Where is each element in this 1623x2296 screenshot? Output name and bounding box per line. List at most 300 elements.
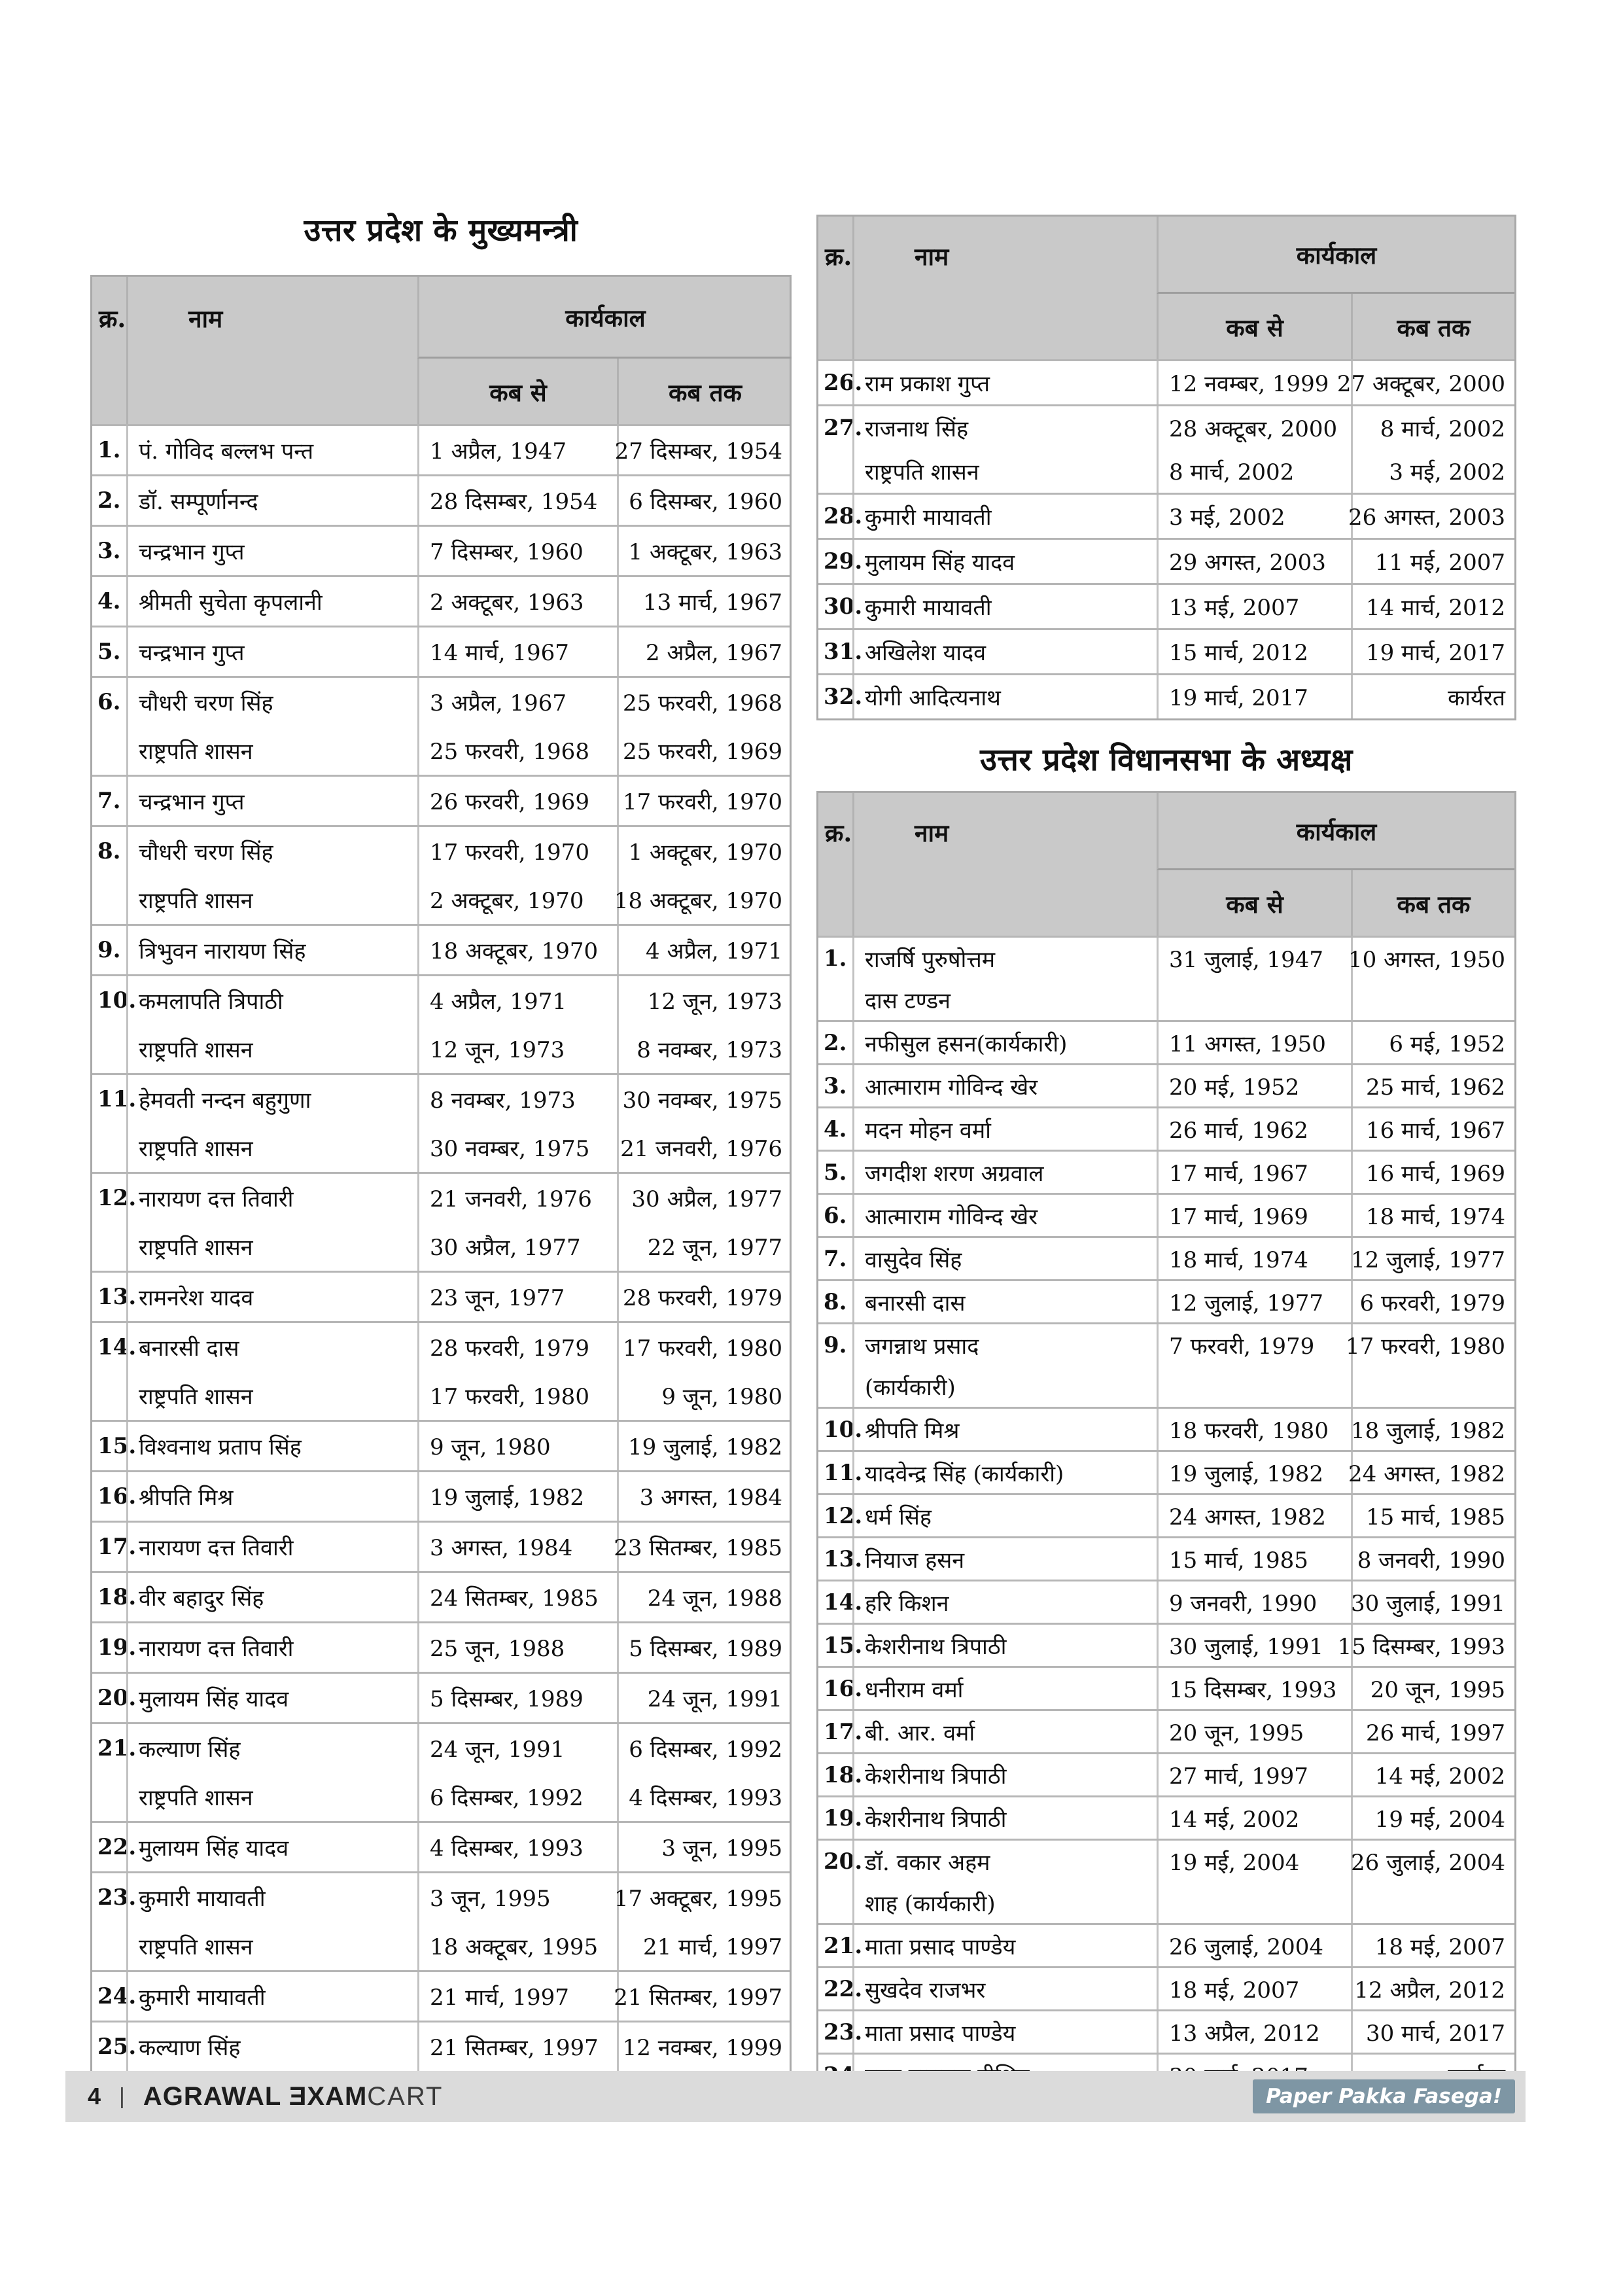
cell-to-date	[1351, 630, 1514, 673]
cell-to-date-line: 3 अगस्त, 1984	[639, 1485, 782, 1511]
cell-from-date	[1157, 585, 1351, 628]
cell-serial	[818, 1538, 863, 1580]
cell-to-date-line: 6 दिसम्बर, 1992	[629, 1737, 782, 1763]
cell-serial	[818, 406, 863, 493]
table-row	[818, 359, 1514, 404]
table-row	[92, 676, 790, 775]
cell-name	[126, 1823, 417, 1871]
speakers-table-body	[818, 936, 1514, 2096]
footer-bar	[65, 2071, 1526, 2122]
cell-from-date-line: 29 अगस्त, 2003	[1169, 550, 1326, 576]
cell-serial	[818, 1324, 852, 1407]
cell-from-date-line: 25 फरवरी, 1968	[430, 739, 589, 765]
cell-serial	[818, 1152, 852, 1193]
cell-to-date	[617, 926, 792, 974]
cell-name-line: सुखदेव राजभर	[865, 1977, 986, 2004]
cell-name-line: चन्द्रभान गुप्त	[139, 640, 245, 666]
cell-serial-line: 17.	[97, 1534, 137, 1560]
cell-to-date-line: 10 अगस्त, 1950	[1348, 946, 1505, 973]
cell-from-date-line: 11 अगस्त, 1950	[1169, 1031, 1326, 1057]
cell-to-date-line: 12 जुलाई, 1977	[1351, 1246, 1505, 1273]
cell-name	[852, 406, 1157, 493]
cell-to-date-line: 2 अप्रैल, 1967	[646, 640, 782, 666]
cell-serial	[92, 1174, 137, 1271]
cell-serial-line: 14.	[824, 1589, 863, 1616]
cell-to-date-line: 23 सितम्बर, 1985	[614, 1535, 782, 1561]
cell-to-date	[617, 1674, 792, 1722]
cell-from-date	[417, 476, 617, 525]
cell-to-date-line: 25 मार्च, 1962	[1366, 1074, 1505, 1101]
cell-from-date	[1157, 1281, 1351, 1322]
cell-name-line: माता प्रसाद पाण्डेय	[865, 1934, 1016, 1960]
cell-to-date	[1351, 1797, 1514, 1839]
cell-from-date-line: 13 मई, 2007	[1169, 595, 1300, 621]
cell-serial-line: 24.	[97, 1983, 137, 2009]
cell-serial-line: 18.	[824, 1761, 863, 1788]
cell-serial	[92, 527, 126, 575]
cell-name-line: राजर्षि पुरुषोत्तम	[865, 946, 996, 973]
cell-to-date	[1351, 1022, 1514, 1063]
cell-serial	[92, 1573, 137, 1621]
cell-name	[126, 777, 417, 825]
cell-to-date	[1346, 1324, 1514, 1407]
cell-to-date	[617, 476, 792, 525]
cell-serial	[818, 1581, 863, 1623]
cell-serial	[818, 1968, 863, 2009]
cell-from-date-line: 23 जून, 1977	[430, 1285, 565, 1311]
cell-from-date	[417, 1472, 617, 1521]
cell-to-date	[617, 1075, 792, 1172]
cell-name	[852, 1152, 1157, 1193]
cell-from-date-line: 18 फरवरी, 1980	[1169, 1417, 1329, 1444]
table-row	[818, 1193, 1514, 1236]
cell-serial	[818, 361, 863, 404]
cell-to-date	[1351, 540, 1514, 583]
table-row	[818, 1106, 1514, 1150]
cell-serial-line: 13.	[97, 1284, 137, 1310]
cell-serial-line: 4.	[97, 588, 121, 614]
cell-name-line: आत्माराम गोविन्द खेर	[865, 1203, 1038, 1230]
cell-from-date	[417, 1972, 617, 2021]
cell-from-date	[1157, 630, 1351, 673]
cell-name-line: केशरीनाथ त्रिपाठी	[865, 1806, 1007, 1833]
cell-name-line: केशरीनाथ त्रिपाठी	[865, 1763, 1007, 1790]
table-row	[818, 1493, 1514, 1536]
cell-name	[126, 976, 417, 1073]
table-row	[818, 1236, 1514, 1279]
cell-from-date-line: 26 मार्च, 1962	[1169, 1117, 1308, 1144]
table-row	[818, 1795, 1514, 1839]
cell-to-date	[1337, 1625, 1514, 1666]
cell-to-date-line: 27 दिसम्बर, 1954	[614, 438, 782, 465]
cell-to-date-line: 17 फरवरी, 1970	[623, 789, 782, 815]
cell-serial-line: 32.	[824, 684, 863, 710]
cell-serial-line: 6.	[824, 1202, 847, 1229]
cell-to-date-line: 17 अक्टूबर, 1995	[614, 1886, 782, 1912]
cell-to-date	[1351, 2011, 1514, 2053]
cell-from-date-line: 17 मार्च, 1969	[1169, 1203, 1308, 1230]
cell-name-line: कुमारी मायावती	[139, 1886, 266, 1912]
cell-to-date-line: 26 अगस्त, 2003	[1348, 504, 1505, 531]
cell-to-date-line: 1 अक्टूबर, 1963	[628, 539, 782, 565]
cell-to-date-line: 15 मार्च, 1985	[1366, 1504, 1505, 1530]
cell-to-date-line: 24 जून, 1988	[647, 1585, 782, 1612]
cell-from-date	[1157, 1668, 1351, 1709]
cell-serial-line: 27.	[824, 415, 863, 441]
speakers-table	[816, 791, 1516, 2098]
cell-from-date	[1157, 1625, 1351, 1666]
cell-name-line: श्रीमती सुचेता कृपलानी	[139, 590, 323, 616]
cell-name-line: राष्ट्रपति शासन	[139, 1136, 253, 1162]
cell-name-line: माता प्रसाद पाण्डेय	[865, 2020, 1016, 2047]
cell-serial	[92, 1823, 137, 1871]
table-row	[92, 1621, 790, 1672]
cell-from-date	[1157, 1108, 1351, 1150]
cell-serial-line: 12.	[824, 1502, 863, 1529]
cell-name	[852, 1495, 1157, 1536]
cell-from-date	[1157, 675, 1351, 718]
cell-to-date	[1351, 1409, 1514, 1450]
cell-from-date	[417, 2022, 617, 2071]
cell-serial-line: 25.	[97, 2034, 137, 2060]
cell-from-date-line: 14 मई, 2002	[1169, 1806, 1300, 1833]
cell-to-date	[617, 1273, 792, 1321]
cell-from-date-line: 8 मार्च, 2002	[1169, 459, 1295, 486]
cell-name	[126, 426, 417, 474]
cell-serial-line: 12.	[97, 1185, 137, 1211]
cell-from-date	[1157, 1925, 1351, 1966]
cell-serial-line: 30.	[824, 593, 863, 620]
cell-serial-line: 17.	[824, 1718, 863, 1745]
cell-from-date	[1157, 1195, 1351, 1236]
cell-from-date-line: 3 मई, 2002	[1169, 504, 1285, 531]
cm-table-right-header	[818, 217, 1514, 359]
cell-from-date-line: 17 मार्च, 1967	[1169, 1160, 1308, 1187]
cell-name	[852, 1022, 1157, 1063]
cell-to-date	[614, 1873, 792, 1970]
cell-serial-line: 19.	[824, 1805, 863, 1831]
cell-from-date-line: 2 अक्टूबर, 1963	[430, 590, 584, 616]
cell-to-date-line: 6 फरवरी, 1979	[1359, 1290, 1505, 1316]
cell-name	[852, 1581, 1157, 1623]
cell-from-date	[1157, 938, 1351, 1020]
cell-serial-line: 8.	[97, 838, 121, 864]
cell-to-date	[614, 827, 792, 924]
cell-name-line: बी. आर. वर्मा	[865, 1720, 975, 1746]
cell-to-date	[1351, 1065, 1514, 1106]
cell-to-date-line: 20 जून, 1995	[1370, 1676, 1505, 1703]
cell-serial-line: 2.	[97, 487, 121, 514]
cell-name	[852, 1281, 1157, 1322]
cell-name	[126, 1523, 417, 1571]
cell-from-date	[417, 678, 617, 775]
cell-name	[852, 1452, 1157, 1493]
cell-from-date	[1157, 1065, 1351, 1106]
cell-to-date-line: 8 जनवरी, 1990	[1357, 1547, 1505, 1574]
cell-from-date-line: 7 फरवरी, 1979	[1169, 1333, 1315, 1360]
cell-name-line: मुलायम सिंह यादव	[139, 1835, 289, 1862]
cell-to-date-line: 24 जून, 1991	[647, 1686, 782, 1712]
cell-name-line: नफीसुल हसन(कार्यकारी)	[865, 1031, 1068, 1057]
cell-from-date-line: 24 अगस्त, 1982	[1169, 1504, 1326, 1530]
cell-from-date	[417, 1573, 617, 1621]
cell-from-date-line: 12 नवम्बर, 1999	[1169, 371, 1329, 397]
cell-from-date-line: 19 जुलाई, 1982	[1169, 1460, 1323, 1487]
header-filler	[852, 870, 1157, 936]
cell-from-date	[417, 1823, 617, 1871]
cell-from-date-line: 31 जुलाई, 1947	[1169, 946, 1323, 973]
cell-serial-line: 2.	[824, 1029, 847, 1056]
cell-to-date-line: 5 दिसम्बर, 1989	[629, 1636, 782, 1662]
cell-to-date-line: 8 नवम्बर, 1973	[637, 1037, 782, 1063]
cell-serial	[92, 827, 126, 924]
cell-from-date	[417, 926, 617, 974]
table-row	[818, 2009, 1514, 2053]
cell-to-date-line: 21 मार्च, 1997	[643, 1934, 782, 1960]
cell-to-date-line: 18 मई, 2007	[1374, 1934, 1505, 1960]
cell-from-date-line: 4 अप्रैल, 1971	[430, 989, 567, 1015]
cell-name-line: हरि किशन	[865, 1590, 949, 1617]
cell-from-date	[1157, 1409, 1351, 1450]
table-row	[818, 1322, 1514, 1407]
cell-serial	[92, 426, 126, 474]
cm-table-title: उत्तर प्रदेश के मुख्यमन्त्री	[304, 213, 578, 249]
cell-to-date-line: 18 अक्टूबर, 1970	[614, 888, 782, 914]
header-name: नाम	[126, 277, 417, 359]
header-tenure: कार्यकाल	[1157, 217, 1514, 294]
cell-to-date-line: 21 सितम्बर, 1997	[614, 1985, 782, 2011]
cell-name-line: नियाज हसन	[865, 1547, 965, 1574]
cell-name-line: मुलायम सिंह यादव	[139, 1686, 289, 1712]
cell-to-date-line: 8 मार्च, 2002	[1380, 416, 1505, 442]
table-row	[818, 1063, 1514, 1106]
cell-from-date-line: 21 सितम्बर, 1997	[430, 2035, 599, 2061]
cell-from-date-line: 26 फरवरी, 1969	[430, 789, 589, 815]
cell-to-date	[1351, 1495, 1514, 1536]
table-row	[92, 1871, 790, 1970]
table-row	[818, 1709, 1514, 1752]
cell-to-date	[617, 1724, 792, 1821]
cell-serial-line: 4.	[824, 1116, 847, 1142]
cell-serial-line: 7.	[97, 788, 121, 814]
cell-to-date	[614, 1523, 792, 1571]
cell-name-line: राष्ट्रपति शासन	[139, 1384, 253, 1410]
cell-serial	[92, 1075, 137, 1172]
cell-to-date-line: 14 मार्च, 2012	[1366, 595, 1505, 621]
cell-from-date-line: 4 दिसम्बर, 1993	[430, 1835, 584, 1862]
cell-serial	[92, 627, 126, 676]
cell-name	[852, 1754, 1157, 1795]
cell-name	[126, 1323, 417, 1420]
table-row	[92, 775, 790, 825]
cell-from-date	[1157, 1495, 1351, 1536]
cell-name	[852, 630, 1157, 673]
cell-to-date	[617, 976, 792, 1073]
cell-name	[852, 1538, 1157, 1580]
cell-serial	[92, 777, 126, 825]
table-row	[818, 673, 1514, 718]
table-row	[92, 1672, 790, 1722]
cell-serial	[92, 1472, 137, 1521]
cell-from-date-line: 15 दिसम्बर, 1993	[1169, 1676, 1337, 1703]
cell-serial-line: 1.	[97, 437, 121, 463]
header-from-date: कब से	[1157, 870, 1351, 936]
cell-name-line: राष्ट्रपति शासन	[139, 1785, 253, 1811]
table-row	[92, 1470, 790, 1521]
cell-serial-line: 5.	[97, 639, 121, 665]
cell-from-date-line: 19 मई, 2004	[1169, 1849, 1300, 1876]
cell-serial	[92, 1972, 137, 2021]
cell-from-date	[1157, 1754, 1351, 1795]
speakers-table-header	[818, 793, 1514, 936]
cell-name-line: श्रीपति मिश्र	[865, 1417, 960, 1444]
table-row	[818, 1450, 1514, 1493]
cell-name-line: डॉ. सम्पूर्णानन्द	[139, 489, 258, 515]
cell-name	[126, 1573, 417, 1621]
cell-name-line: अखिलेश यादव	[865, 640, 986, 666]
cell-name-line: हेमवती नन्दन बहुगुणा	[139, 1087, 311, 1114]
table-row	[92, 1271, 790, 1321]
publisher-logo	[143, 2082, 444, 2111]
cell-from-date-line: 3 अगस्त, 1984	[430, 1535, 573, 1561]
table-row	[818, 1752, 1514, 1795]
cell-from-date-line: 30 जुलाई, 1991	[1169, 1633, 1323, 1660]
cell-serial	[818, 1108, 852, 1150]
cell-name	[126, 1972, 417, 2021]
cell-from-date	[417, 627, 617, 676]
cell-from-date	[417, 1075, 617, 1172]
cell-serial-line: 9.	[824, 1332, 847, 1358]
cell-to-date	[1351, 1581, 1514, 1623]
cell-serial-line: 18.	[97, 1584, 137, 1610]
table-row	[92, 1821, 790, 1871]
cell-name	[852, 540, 1157, 583]
cell-from-date-line: 28 दिसम्बर, 1954	[430, 489, 598, 515]
cell-to-date-line: 28 फरवरी, 1979	[623, 1285, 782, 1311]
table-row	[92, 424, 790, 474]
cell-serial-line: 20.	[97, 1685, 137, 1711]
header-filler	[818, 870, 852, 936]
cell-from-date	[417, 1323, 617, 1420]
cell-name-line: कल्याण सिंह	[139, 1737, 241, 1763]
table-row	[92, 825, 790, 924]
cell-from-date-line: 27 मार्च, 1997	[1169, 1763, 1308, 1790]
cell-serial	[818, 1195, 852, 1236]
cell-to-date-line: 17 फरवरी, 1980	[1346, 1333, 1505, 1360]
cell-name-line: राष्ट्रपति शासन	[139, 1037, 253, 1063]
table-row	[818, 1536, 1514, 1580]
cell-to-date	[617, 777, 792, 825]
cell-from-date-line: 12 जून, 1973	[430, 1037, 565, 1063]
cell-name-line: योगी आदित्यनाथ	[865, 685, 1001, 711]
cell-from-date-line: 20 जून, 1995	[1169, 1720, 1304, 1746]
cell-to-date-line: 21 जनवरी, 1976	[620, 1136, 782, 1162]
publisher-logo-light: CART	[367, 2081, 444, 2111]
cell-to-date	[1351, 1195, 1514, 1236]
cell-from-date-line: 21 जनवरी, 1976	[430, 1186, 592, 1212]
cell-from-date-line: 9 जून, 1980	[430, 1434, 551, 1460]
cell-serial	[818, 1625, 863, 1666]
cell-to-date-line: 30 अप्रैल, 1977	[631, 1186, 782, 1212]
table-row	[818, 1966, 1514, 2009]
cell-name	[852, 1841, 1157, 1923]
cell-name-line: आत्माराम गोविन्द खेर	[865, 1074, 1038, 1101]
cell-name-line: जगदीश शरण अग्रवाल	[865, 1160, 1044, 1187]
cell-from-date	[1157, 1797, 1351, 1839]
cell-from-date-line: 30 नवम्बर, 1975	[430, 1136, 590, 1162]
cell-name-line: बनारसी दास	[865, 1290, 966, 1316]
cell-from-date-line: 8 नवम्बर, 1973	[430, 1087, 576, 1114]
table-row	[92, 924, 790, 974]
cell-to-date-line: 11 मई, 2007	[1374, 550, 1505, 576]
cell-to-date	[1348, 938, 1514, 1020]
cell-serial-line: 8.	[824, 1288, 847, 1315]
cell-to-date	[617, 1823, 792, 1871]
cell-to-date	[1351, 1968, 1514, 2009]
cell-name	[852, 938, 1157, 1020]
cell-name	[126, 577, 417, 626]
cell-from-date-line: 20 मई, 1952	[1169, 1074, 1300, 1101]
table-row	[92, 1521, 790, 1571]
cell-from-date-line: 2 अक्टूबर, 1970	[430, 888, 584, 914]
cell-from-date-line: 24 जून, 1991	[430, 1737, 565, 1763]
cell-from-date-line: 24 सितम्बर, 1985	[430, 1585, 599, 1612]
cell-name-line: त्रिभुवन नारायण सिंह	[139, 938, 306, 964]
cell-serial	[92, 577, 126, 626]
cell-from-date-line: 5 दिसम्बर, 1989	[430, 1686, 584, 1712]
cell-from-date	[417, 827, 617, 924]
cell-name	[852, 1668, 1157, 1709]
cell-name-line: कुमारी मायावती	[139, 1985, 266, 2011]
cell-to-date-line: 19 मई, 2004	[1374, 1806, 1505, 1833]
cell-serial	[818, 1797, 863, 1839]
cell-to-date	[617, 577, 792, 626]
table-row	[818, 1666, 1514, 1709]
cell-from-date-line: 19 मार्च, 2017	[1169, 685, 1308, 711]
cell-name	[126, 1623, 417, 1672]
cell-name-line: रामनरेश यादव	[139, 1285, 254, 1311]
table-row	[818, 1279, 1514, 1322]
cell-serial-line: 21.	[97, 1735, 137, 1761]
cell-to-date-line: 22 जून, 1977	[647, 1235, 782, 1261]
cell-from-date-line: 18 अक्टूबर, 1970	[430, 938, 599, 964]
cell-from-date	[1157, 1538, 1351, 1580]
cell-name-line: कमलापति त्रिपाठी	[139, 989, 283, 1015]
cm-table-right-body	[818, 359, 1514, 718]
cell-serial	[92, 976, 137, 1073]
table-row	[818, 538, 1514, 583]
cell-from-date	[417, 1623, 617, 1672]
cell-name-line: जगन्नाथ प्रसाद	[865, 1333, 979, 1360]
cell-to-date-line: 13 मार्च, 1967	[643, 590, 782, 616]
cell-from-date-line: 18 मार्च, 1974	[1169, 1246, 1308, 1273]
cell-to-date	[1351, 1754, 1514, 1795]
cell-to-date-line: 25 फरवरी, 1969	[623, 739, 782, 765]
cell-from-date-line: 14 मार्च, 1967	[430, 640, 569, 666]
cell-to-date-line: 1 अक्टूबर, 1970	[628, 839, 782, 866]
cell-serial-line: 16.	[824, 1675, 863, 1702]
header-name: नाम	[852, 217, 1157, 294]
cell-to-date-line: 12 नवम्बर, 1999	[622, 2035, 782, 2061]
cell-name-line: चौधरी चरण सिंह	[139, 839, 273, 866]
cell-serial	[92, 1873, 137, 1970]
cell-serial-line: 7.	[824, 1245, 847, 1272]
cell-serial	[92, 1422, 137, 1470]
cell-serial-line: 3.	[97, 538, 121, 564]
cell-to-date	[1351, 1108, 1514, 1150]
cell-serial-line: 22.	[824, 1975, 863, 2002]
table-row	[818, 1020, 1514, 1063]
